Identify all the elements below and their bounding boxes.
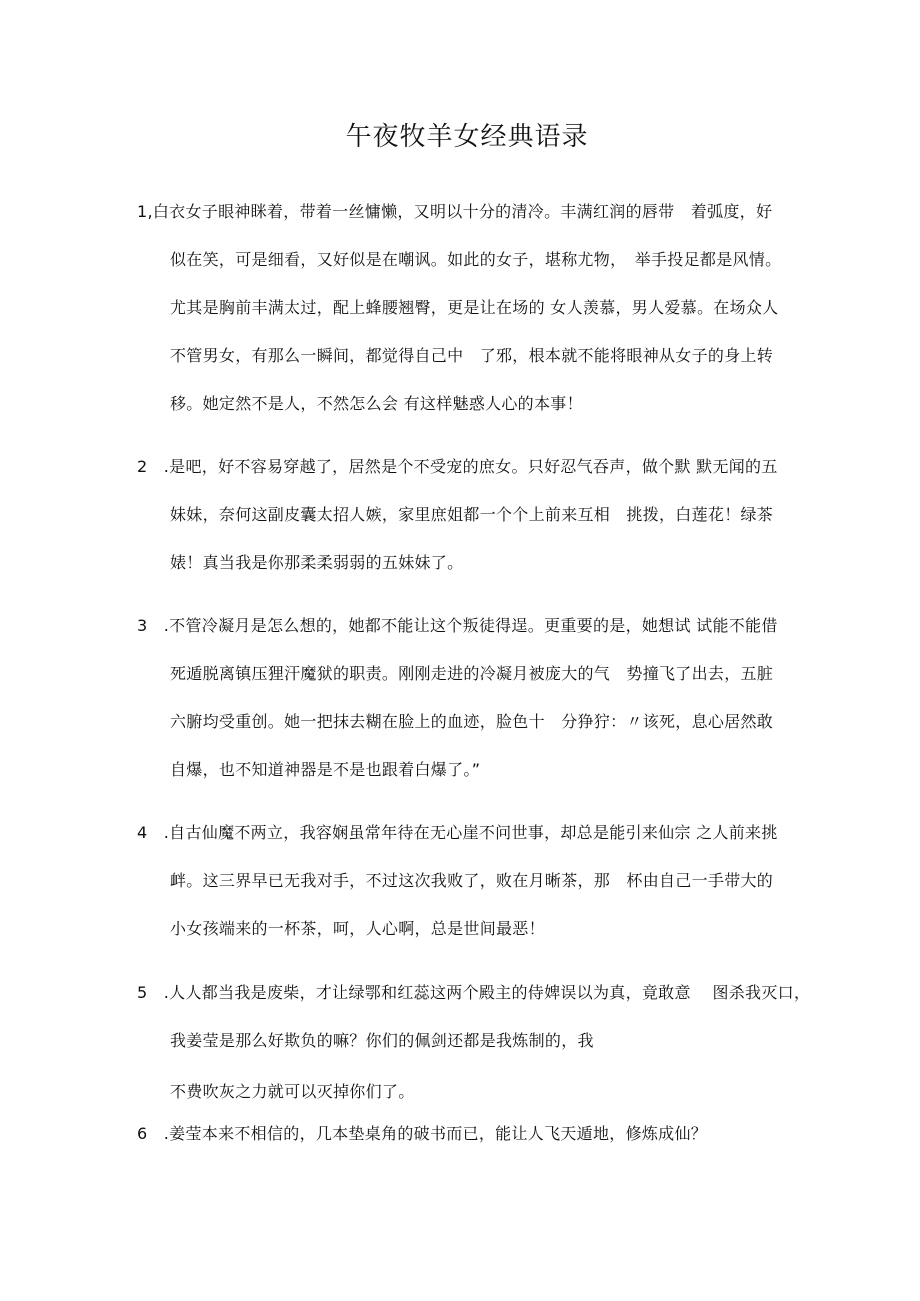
document-title: 午夜牧羊女经典语录 [345, 122, 589, 152]
text-line: 3 .不管冷凝月是怎么想的，她都不能让这个叛徒得逞。更重要的是，她想试 试能不能借 [137, 616, 778, 635]
text-line: 5 .人人都当我是废柴，才让绿鄂和红蕊这两个殿主的侍婢误以为真，竟敢意 图杀我灭口， [137, 983, 811, 1002]
text-line: 4 .自古仙魔不两立，我容娴虽常年待在无心崖不问世事，却总是能引来仙宗 之人前来挑 [137, 823, 778, 842]
text-line: 衅。这三界早已无我对手，不过这次我败了，败在月晰茶，那 杯由自己一手带大的 [170, 871, 774, 890]
text-line: 自爆，也不知道神器是不是也跟着白爆了。” [170, 760, 481, 779]
text-line: 妹妹，奈何这副皮囊太招人嫉，家里庶姐都一个个上前来互相 挑拨，白莲花！绿茶 [170, 505, 774, 524]
text-line: 不管男女，有那么一瞬间，都觉得自己中 了邪，根本就不能将眼神从女子的身上转 [170, 346, 774, 365]
text-line: 2 .是吧，好不容易穿越了，居然是个不受宠的庶女。只好忍气吞声，做个默 默无闻的五 [137, 457, 778, 476]
text-line: 似在笑，可是细看，又好似是在嘲讽。如此的女子，堪称尤物， 举手投足都是风情。 [170, 250, 782, 269]
text-line: 1,白衣女子眼神眯着，带着一丝慵懒，又明以十分的清冷。丰满红润的唇带 着弧度，好 [137, 202, 773, 221]
text-line: 小女孩端来的一杯茶，呵，人心啊，总是世间最恶！ [170, 919, 545, 938]
text-line: 死遁脱离镇压狸汗魔狱的职责。刚刚走进的冷凝月被庞大的气 势撞飞了出去，五脏 [170, 664, 774, 683]
text-line: 不费吹灰之力就可以灭掉你们了。 [170, 1082, 415, 1101]
text-line: 移。她定然不是人，不然怎么会 有这样魅惑人心的本事！ [170, 394, 583, 413]
text-line: 尤其是胸前丰满太过，配上蜂腰翘臀，更是让在场的 女人羡慕，男人爱慕。在场众人 [170, 298, 779, 317]
text-line: 婊！真当我是你那柔柔弱弱的五妹妹了。 [170, 553, 464, 572]
text-line: 六腑均受重创。她一把抹去糊在脸上的血迹，脸色十 分狰狞：〃该死，息心居然敢 [170, 712, 774, 731]
text-line: 6 .姜莹本来不相信的，几本垫桌角的破书而已，能让人飞天遁地，修炼成仙？ [137, 1124, 708, 1143]
text-line: 我姜莹是那么好欺负的嘛？你们的佩剑还都是我炼制的，我 [170, 1031, 594, 1050]
